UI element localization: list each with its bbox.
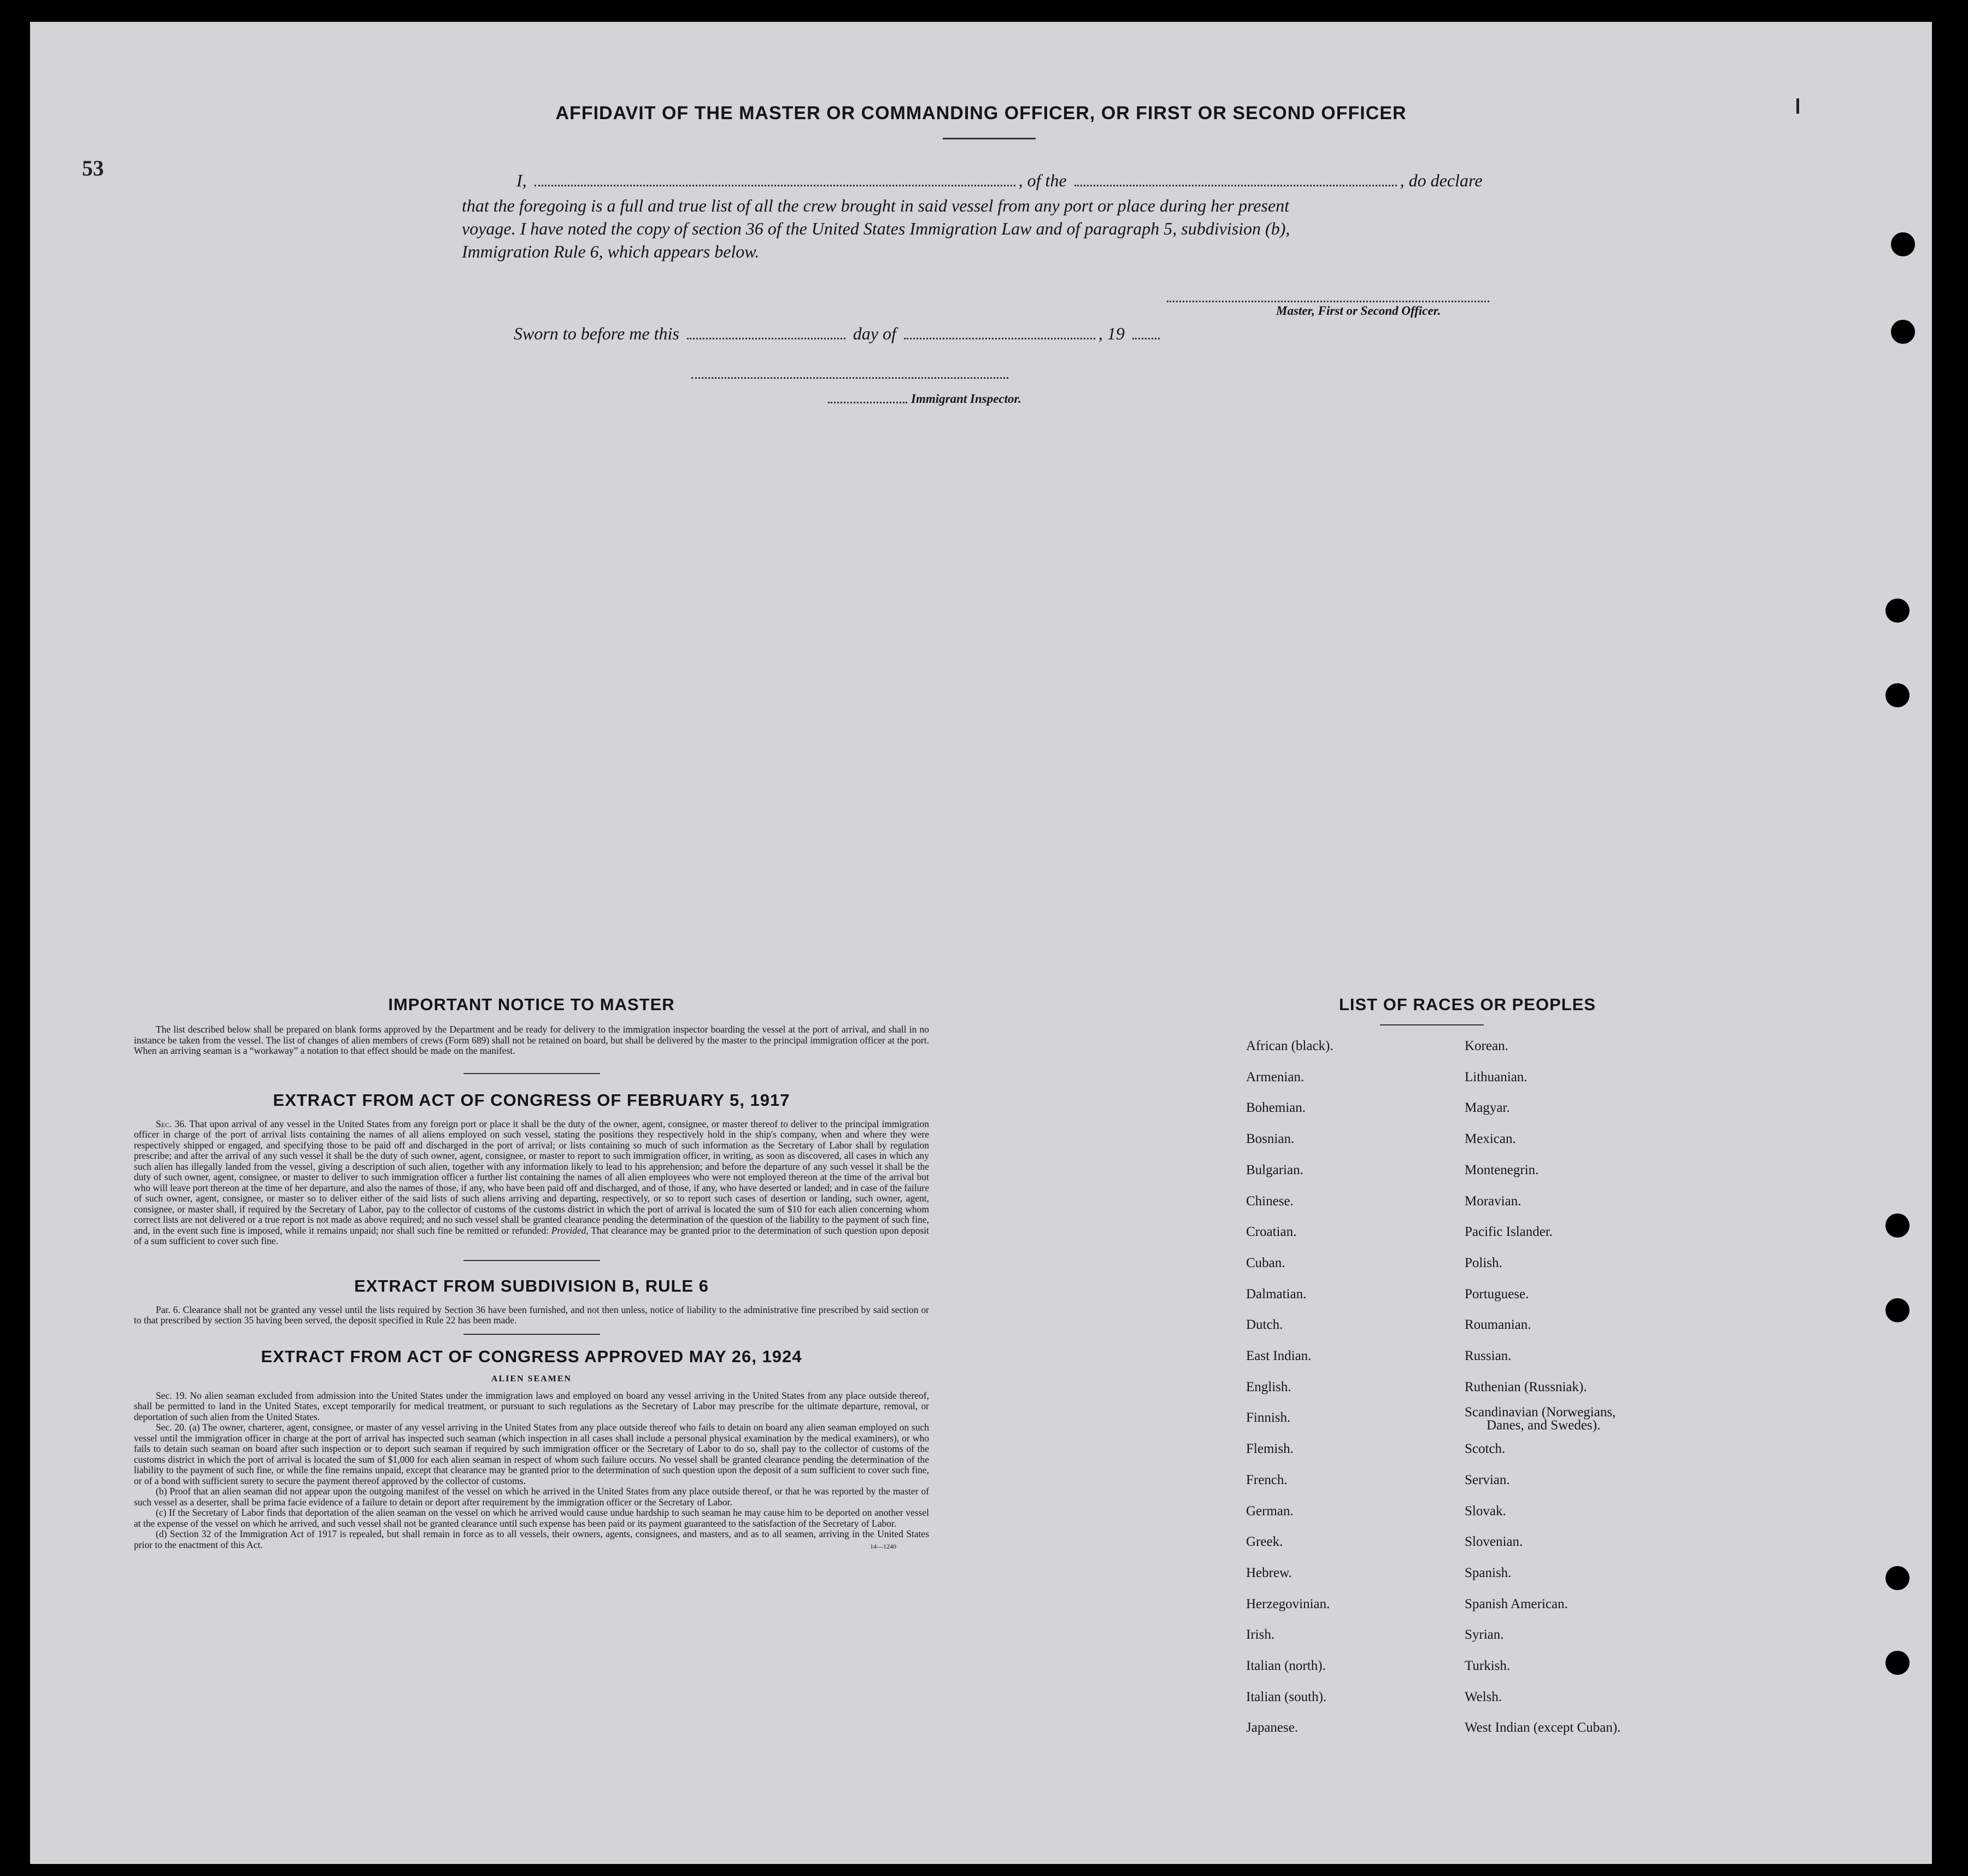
punch-hole: [1885, 1651, 1910, 1675]
sec20d-text: (d) Section 32 of the Immigration Act of 1917 is repealed, but shall remain in force as to all vessels, their owners, agents, consignees, and masters, and as to all seamen, arriving in the United States prior to the enactment of this Act.: [134, 1528, 929, 1550]
race-item: Magyar.: [1465, 1100, 1510, 1116]
extract-1924-title: EXTRACT FROM ACT OF CONGRESS APPROVED MAY 26, 1924: [261, 1346, 802, 1366]
race-item: Ruthenian (Russniak).: [1465, 1379, 1587, 1394]
race-item: Portuguese.: [1465, 1286, 1529, 1302]
sec20a-text: Sec. 20. (a) The owner, charterer, agent, consignee, or master of any vessel arriving in the United States from any place outside thereof who fails to detain on board any alien seaman employed on such vessel until the immigration officer in charge at the port of arrival has inspected such seaman (which inspection in all cases shall include a personal physical examination by the medical examiners), or who fails to detain such seaman on board after such inspection or to deport such seaman if required by such immigration officer or the Secretary of Labor to do so, shall pay to the collector of customs of the customs district in which the port of arrival is located the sum of $1,000 for each alien seaman in respect of whom such failure occurs. No vessel shall be granted clearance pending the determination of the liability to the payment of such fine, or while the fine remains unpaid, except that clearance may be granted prior to the determination of such question upon the deposit of a sum sufficient to cover such fine, or of a bond with sufficient surety to secure the payment thereof approved by the collector of customs.: [134, 1422, 929, 1486]
extract-rule6-title: EXTRACT FROM SUBDIVISION B, RULE 6: [354, 1276, 709, 1295]
race-item: Roumanian.: [1465, 1317, 1531, 1333]
sworn-year-blank[interactable]: [1132, 338, 1160, 339]
divider: [463, 1334, 600, 1335]
sworn-day-blank[interactable]: [687, 338, 845, 339]
sworn-prefix: Sworn to before me this: [514, 324, 679, 343]
sec36-label: Sec. 36.: [156, 1118, 187, 1129]
punch-hole: [1885, 683, 1910, 707]
race-item: Welsh.: [1465, 1689, 1502, 1704]
inspector-label: Immigrant Inspector.: [911, 392, 1021, 406]
punch-hole: [1891, 232, 1915, 256]
race-item: Greek.: [1246, 1534, 1283, 1550]
race-item: Scotch.: [1465, 1441, 1506, 1457]
punch-hole: [1891, 320, 1915, 344]
inspector-lead-line: [828, 402, 907, 403]
race-item: French.: [1246, 1472, 1288, 1487]
sec19-text: Sec. 19. No alien seaman excluded from admission into the United States under the immigration laws and employed on board any vessel arriving in the United States from any place outside thereof, shall be permitted to land in the United States, except temporarily for medical treatment, or pursuant to such regulations as the Secretary of Labor may prescribe for the ultimate departure, removal, or deportation of such alien from the United States.: [134, 1390, 929, 1422]
master-signature-label: Master, First or Second Officer.: [1276, 304, 1441, 318]
title-underline: [943, 138, 1036, 139]
race-item: Hebrew.: [1246, 1565, 1292, 1580]
race-item: Pacific Islander.: [1465, 1224, 1553, 1240]
inspector-signature-line[interactable]: [691, 377, 1008, 379]
extract-1917-text: [134, 1119, 929, 1247]
races-list: [1216, 1039, 1763, 1859]
race-item: Spanish American.: [1465, 1596, 1568, 1611]
race-item: Flemish.: [1246, 1441, 1294, 1457]
race-item: Danes, and Swedes).: [1487, 1418, 1601, 1433]
race-item: Moravian.: [1465, 1193, 1521, 1209]
alien-seamen-subtitle: ALIEN SEAMEN: [491, 1374, 572, 1383]
races-title: LIST OF RACES OR PEOPLES: [1338, 995, 1596, 1014]
form-number: 14—1240: [870, 1543, 896, 1550]
race-item: Irish.: [1246, 1627, 1275, 1643]
declaration-line: [516, 171, 1555, 191]
race-item: Lithuanian.: [1465, 1069, 1528, 1084]
race-item: African (black).: [1246, 1039, 1333, 1053]
race-item: Scandinavian (Norwegians,: [1465, 1405, 1616, 1420]
race-item: Spanish.: [1465, 1565, 1512, 1580]
affidavit-title: AFFIDAVIT OF THE MASTER OR COMMANDING OFFICER, OR FIRST OR SECOND OFFICER: [555, 103, 1407, 124]
races-title-underline: [1380, 1024, 1484, 1025]
race-item: East Indian.: [1246, 1349, 1312, 1363]
sec36-end: That clearance may be granted prior to the determination of such question upon deposit of a sum sufficient to cover such fine.: [134, 1224, 929, 1246]
statement-line-3: Immigration Rule 6, which appears below.: [462, 242, 760, 261]
sworn-day-of-label: day of: [853, 324, 896, 343]
punch-hole: [1885, 1213, 1910, 1238]
punch-hole: [1885, 599, 1910, 623]
race-item: English.: [1246, 1379, 1291, 1394]
race-item: Japanese.: [1246, 1720, 1299, 1736]
sec20b-text: (b) Proof that an alien seaman did not appear upon the outgoing manifest of the vessel on which he arrived in the United States from any place outside thereof, or that he was reported by the master of such vessel as a deserter, shall be prima facie evidence of a failure to detain or deport after requirement by the immigration officer or the Secretary of Labor.: [134, 1486, 929, 1508]
notice-text: The list described below shall be prepared on blank forms approved by the Department and be ready for delivery to the immigration inspector boarding the vessel at the port of arrival, and shall in no instance be taken from the vessel. The list of changes of alien members of crews (Form 689) shall not be retained on board, but shall be delivered by the master to the principal immigration officer at the port. When an arriving seaman is a “workaway” a notation to that effect should be made on the manifest.: [134, 1024, 929, 1056]
extract-1917-title: EXTRACT FROM ACT OF CONGRESS OF FEBRUARY 5, 1917: [273, 1090, 790, 1110]
master-signature-line[interactable]: [1167, 301, 1489, 302]
race-item: Croatian.: [1246, 1224, 1297, 1240]
declare-i-label: I,: [516, 171, 527, 190]
declare-of-the-label: , of the: [1018, 171, 1067, 190]
race-item: Turkish.: [1465, 1658, 1511, 1673]
race-item: Armenian.: [1246, 1069, 1305, 1084]
notice-title: IMPORTANT NOTICE TO MASTER: [388, 995, 675, 1014]
provided-word: Provided,: [551, 1224, 589, 1236]
race-item: Syrian.: [1465, 1627, 1504, 1643]
race-item: Polish.: [1465, 1255, 1502, 1270]
race-item: Chinese.: [1246, 1193, 1294, 1209]
document-page: [30, 22, 1932, 1864]
corner-page-mark: 53: [82, 156, 104, 180]
affidavit-statement: [462, 194, 1555, 263]
race-item: Servian.: [1465, 1472, 1510, 1487]
name-blank[interactable]: [534, 185, 1015, 186]
race-item: Dalmatian.: [1246, 1286, 1307, 1302]
race-item: Russian.: [1465, 1349, 1512, 1363]
legal-notices-column: [134, 995, 929, 1551]
race-item: Slovak.: [1465, 1503, 1506, 1519]
sec36-body: That upon arrival of any vessel in the United States from any foreign port or place it shall be the duty of the owner, agent, consignee, or master thereof to deliver to the principal immigration officer in charge of the port of arrival lists containing the names of all aliens employed on such vessel, stating the positions they respectively hold in the ship's company, when and where they were respectively shipped or engaged, and specifying those to be paid off and discharged in the port of arrival; or lists containing so much of such information as the Secretary of Labor shall by regulation prescribe; and after the arrival of any such vessel it shall be the duty of such owner, agent, consignee, or master to report to such immigration officer, in writing, as soon as discovered, all cases in which any such alien has illegally landed from the vessel, giving a description of such alien, together with any information likely to lead to his apprehension; and before the departure of any such vessel it shall be the duty of such owner, agent, consignee, or master to deliver to such immigration officer a further list containing the names of all alien employees who were not employed thereon at the time of the arrival but who will leave port thereon at the time of her departure, and also the names of those, if any, who have been paid off and discharged, and of those, if any, who have deserted or landed; and in case of the failure of such owner, agent, consignee, or master so to deliver either of the said lists of such aliens arriving and departing, respectively, or so to report such cases of desertion or landing, such owner, agent, consignee, or master shall, if required by the Secretary of Labor, pay to the collector of customs of the customs district in which the port of arrival is located the sum of $10 for each alien concerning whom correct lists are not delivered or a true report is not made as above required; and no such vessel shall be granted clearance pending the determination of the question of the liability to the payment of such fine, and, in the event such fine is imposed, while it remains unpaid; nor shall such fine be remitted or refunded:: [134, 1118, 929, 1236]
edge-tick-mark: [1796, 98, 1799, 114]
statement-line-1: that the foregoing is a full and true list of all the crew brought in said vessel from any port or place during her present: [462, 196, 1289, 215]
race-item: Dutch.: [1246, 1317, 1283, 1333]
race-item: Bohemian.: [1246, 1100, 1306, 1116]
divider: [463, 1260, 600, 1261]
race-item: Mexican.: [1465, 1132, 1516, 1147]
race-item: Finnish.: [1246, 1410, 1291, 1426]
race-item: Herzegovinian.: [1246, 1596, 1330, 1611]
race-item: Montenegrin.: [1465, 1162, 1539, 1177]
declare-do-declare-label: , do declare: [1400, 171, 1483, 190]
punch-hole: [1885, 1298, 1910, 1322]
race-item: Bosnian.: [1246, 1132, 1295, 1147]
race-item: German.: [1246, 1503, 1294, 1519]
sworn-line: [514, 324, 1279, 344]
race-item: West Indian (except Cuban).: [1465, 1720, 1621, 1736]
race-item: Slovenian.: [1465, 1534, 1523, 1550]
statement-line-2: voyage. I have noted the copy of section 36 of the United States Immigration Law and of paragraph 5, subdivision (b),: [462, 219, 1290, 238]
extract-rule6-text: Par. 6. Clearance shall not be granted any vessel until the lists required by Section 36 have been furnished, and not then unless, notice of liability to the administrative fine prescribed by said section or to that prescribed by section 35 having been served, the deposit specified in Rule 22 has been made.: [134, 1304, 929, 1326]
race-item: Korean.: [1465, 1039, 1508, 1053]
sworn-month-blank[interactable]: [904, 338, 1095, 339]
race-item: Cuban.: [1246, 1255, 1285, 1270]
divider: [463, 1073, 600, 1074]
sec20c-text: (c) If the Secretary of Labor finds that deportation of the alien seaman on the vessel on which he arrived would cause undue hardship to such seaman he may cause him to be deported on another vessel at the expense of the vessel on which he arrived, and such vessel shall not be granted clearance until such expense has been paid or its payment guaranteed to the satisfaction of the Secretary of Labor.: [134, 1507, 929, 1529]
vessel-blank[interactable]: [1074, 185, 1397, 186]
race-item: Italian (north).: [1246, 1658, 1326, 1673]
punch-hole: [1885, 1566, 1910, 1590]
sworn-year-label: , 19: [1098, 324, 1125, 343]
race-item: Bulgarian.: [1246, 1162, 1303, 1177]
race-item: Italian (south).: [1246, 1689, 1327, 1704]
